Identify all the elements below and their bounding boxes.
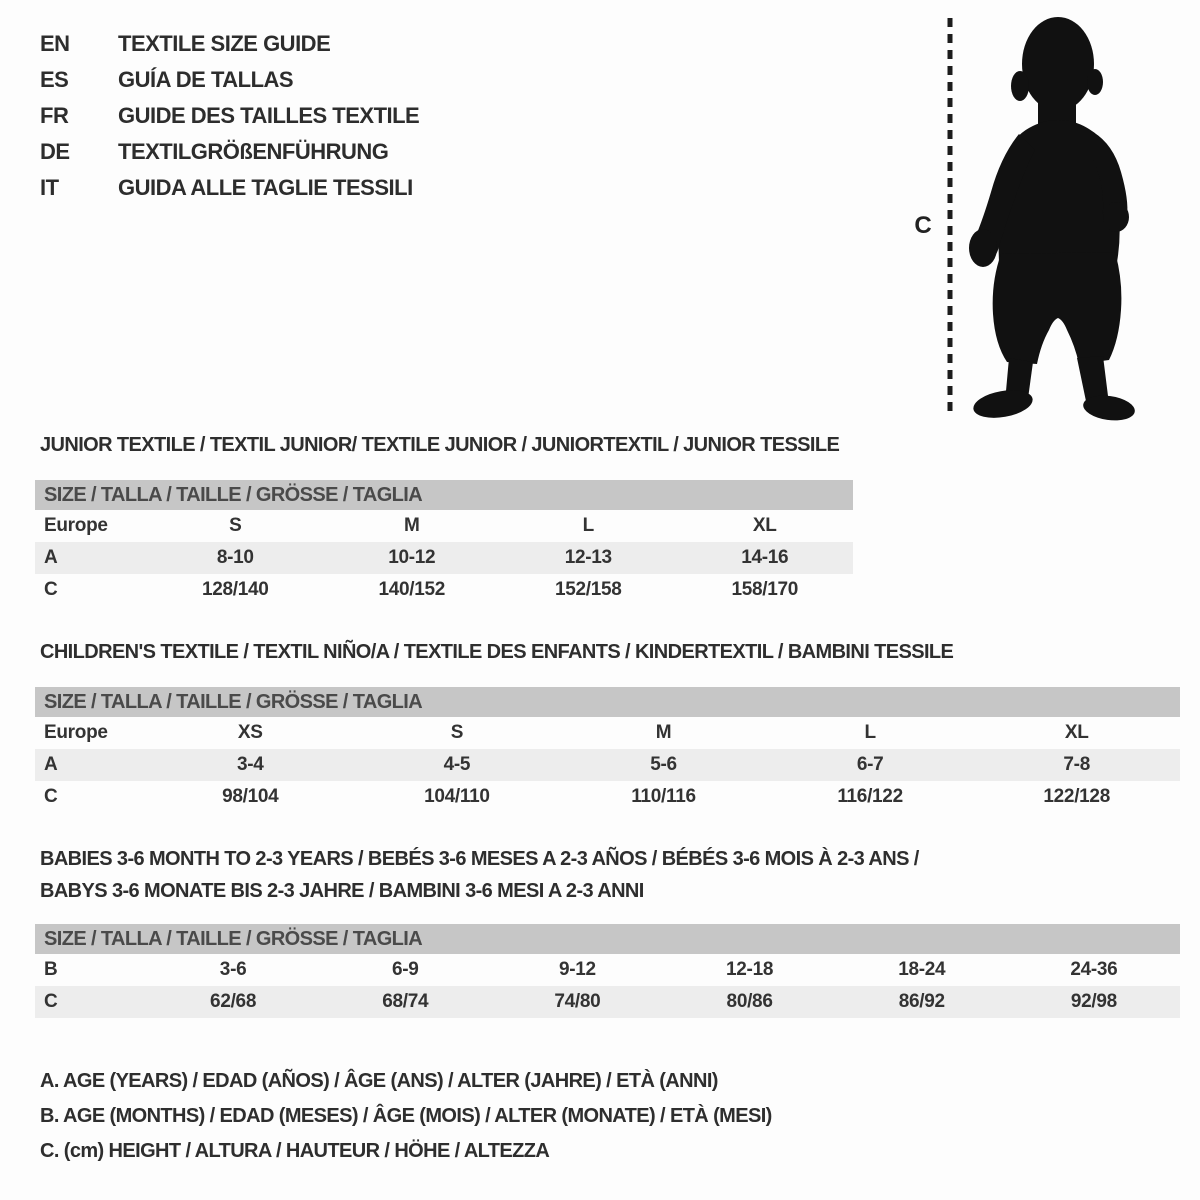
size-cell: 158/170 (731, 579, 799, 600)
size-cell: 80/86 (726, 991, 773, 1012)
lang-code: IT (40, 175, 59, 200)
size-cell: 12-13 (564, 547, 612, 568)
section-title-babies-line2: BABYS 3-6 MONATE BIS 2-3 JAHRE / BAMBINI 3-6 MESI A 2-3 ANNI (40, 880, 644, 902)
size-cell: 10-12 (388, 547, 436, 568)
height-measure-label: C (914, 212, 932, 239)
size-cell: XL (1064, 722, 1089, 743)
size-cell: 8-10 (216, 547, 254, 568)
lang-code: FR (40, 103, 69, 128)
lang-code: DE (40, 139, 70, 164)
legend-line-a: A. AGE (YEARS) / EDAD (AÑOS) / ÂGE (ANS) / ALTER (JAHRE) / ETÀ (ANNI) (40, 1070, 718, 1092)
lang-title: TEXTILE SIZE GUIDE (118, 31, 331, 56)
size-cell: 18-24 (898, 959, 946, 980)
section-title-junior: JUNIOR TEXTILE / TEXTIL JUNIOR/ TEXTILE JUNIOR / JUNIORTEXTIL / JUNIOR TESSILE (40, 434, 840, 456)
table-header-size: SIZE / TALLA / TAILLE / GRÖSSE / TAGLIA (35, 924, 1180, 954)
size-cell: XS (237, 722, 263, 743)
row-label: B (44, 959, 58, 980)
size-cell: 86/92 (898, 991, 945, 1012)
section-title-children: CHILDREN'S TEXTILE / TEXTIL NIÑO/A / TEXTILE DES ENFANTS / KINDERTEXTIL / BAMBINI TESSILE (40, 641, 954, 663)
legend-line-c: C. (cm) HEIGHT / ALTURA / HAUTEUR / HÖHE / ALTEZZA (40, 1140, 550, 1162)
baby-silhouette-icon (905, 10, 1150, 425)
size-cell: 12-18 (726, 959, 774, 980)
size-cell: 152/158 (554, 579, 622, 600)
lang-row-fr (40, 98, 419, 134)
size-cell: 14-16 (741, 547, 789, 568)
baby-silhouette-figure (905, 10, 1150, 425)
section-title-babies (40, 843, 919, 907)
size-cell: 74/80 (554, 991, 601, 1012)
row-label: C (44, 786, 58, 807)
size-cell: 7-8 (1063, 754, 1090, 775)
size-cell: 6-7 (856, 754, 884, 775)
lang-row-de (40, 134, 419, 170)
size-cell: 3-6 (219, 959, 247, 980)
babies-size-table (35, 924, 1180, 1018)
size-cell: M (403, 515, 420, 536)
row-label: A (44, 754, 58, 775)
size-cell: XL (752, 515, 777, 536)
size-cell: L (582, 515, 594, 536)
row-label: C (44, 579, 58, 600)
lang-title: GUÍA DE TALLAS (118, 67, 294, 92)
size-cell: 116/122 (837, 786, 903, 807)
lang-code: EN (40, 31, 70, 56)
size-cell: 140/152 (378, 579, 446, 600)
size-cell: M (655, 722, 672, 743)
section-title-babies-line1: BABIES 3-6 MONTH TO 2-3 YEARS / BEBÉS 3-6 MESES A 2-3 AÑOS / BÉBÉS 3-6 MOIS À 2-3 ANS / (40, 848, 919, 870)
size-cell: S (450, 722, 464, 743)
lang-title: TEXTILGRÖßENFÜHRUNG (118, 139, 389, 164)
children-size-table (35, 687, 1180, 813)
language-title-list (40, 26, 419, 206)
table-header-size: SIZE / TALLA / TAILLE / GRÖSSE / TAGLIA (35, 480, 853, 510)
size-cell: L (864, 722, 876, 743)
size-cell: 4-5 (443, 754, 471, 775)
table-row (35, 510, 853, 542)
size-cell: 5-6 (650, 754, 677, 775)
size-cell: 24-36 (1070, 959, 1118, 980)
size-cell: 122/128 (1043, 786, 1110, 807)
row-label: Europe (44, 515, 108, 536)
table-row (35, 954, 1180, 986)
lang-row-en (40, 26, 419, 62)
size-cell: 110/116 (631, 786, 696, 807)
size-cell: 6-9 (391, 959, 419, 980)
table-row (35, 749, 1180, 781)
size-cell: 128/140 (201, 579, 269, 600)
size-cell: 68/74 (382, 991, 429, 1012)
row-label: Europe (44, 722, 108, 743)
table-row (35, 717, 1180, 749)
legend-line-b: B. AGE (MONTHS) / EDAD (MESES) / ÂGE (MOIS) / ALTER (MONATE) / ETÀ (MESI) (40, 1105, 772, 1127)
size-cell: 104/110 (424, 786, 490, 807)
lang-title: GUIDE DES TAILLES TEXTILE (118, 103, 420, 128)
size-cell: 98/104 (222, 786, 279, 807)
lang-row-es (40, 62, 419, 98)
table-header-size: SIZE / TALLA / TAILLE / GRÖSSE / TAGLIA (35, 687, 1180, 717)
size-cell: 3-4 (237, 754, 264, 775)
size-cell: 62/68 (210, 991, 257, 1012)
row-label: A (44, 547, 58, 568)
lang-row-it (40, 170, 419, 206)
lang-code: ES (40, 67, 69, 92)
table-row (35, 986, 1180, 1018)
legend (40, 1064, 772, 1169)
lang-title: GUIDA ALLE TAGLIE TESSILI (118, 175, 413, 200)
junior-size-table (35, 480, 853, 606)
size-cell: 92/98 (1070, 991, 1117, 1012)
size-cell: 9-12 (559, 959, 596, 980)
table-row (35, 542, 853, 574)
table-row (35, 781, 1180, 813)
table-row (35, 574, 853, 606)
row-label: C (44, 991, 58, 1012)
size-cell: S (229, 515, 242, 536)
